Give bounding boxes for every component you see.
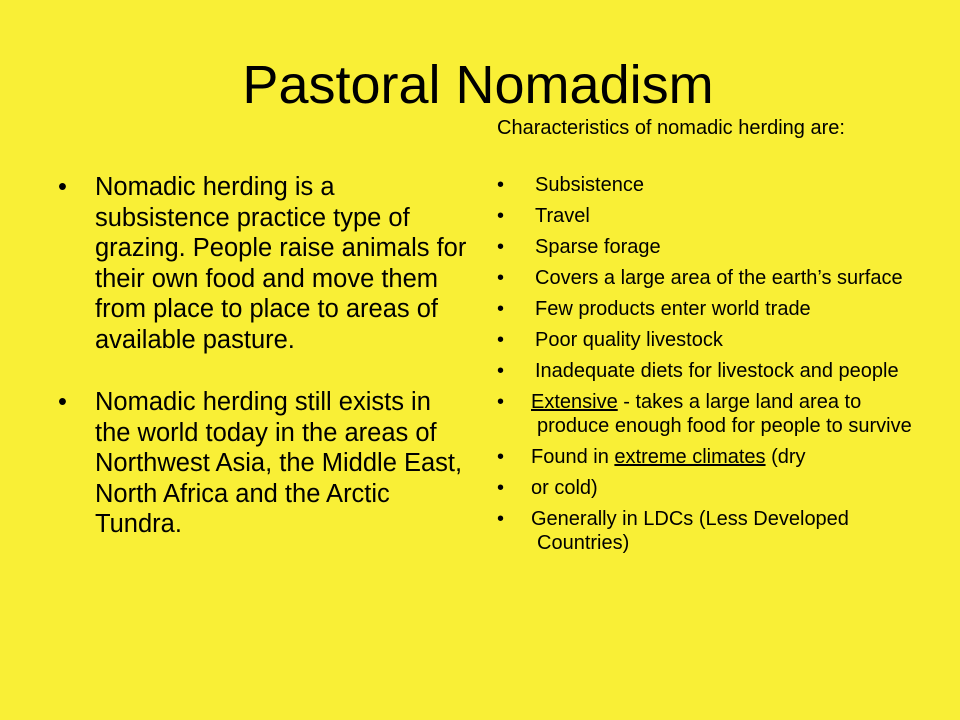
right-bullet-item-extreme	[497, 445, 937, 469]
extreme-after: (dry	[765, 446, 806, 468]
bullet-icon: •	[58, 388, 67, 416]
right-bullet-item-cold	[497, 476, 937, 500]
bullet-icon: •	[497, 446, 505, 468]
right-bullet-item	[497, 359, 937, 383]
right-bullet-item	[497, 266, 937, 290]
bullet-icon: •	[58, 173, 67, 201]
right-bullet-item-ldcs	[497, 507, 937, 555]
right-bullet-text: Subsistence	[535, 174, 644, 196]
right-bullet-text: Travel	[535, 205, 590, 227]
extensive-term: Extensive	[531, 391, 618, 413]
bullet-icon: •	[497, 360, 505, 382]
left-bullet-list	[58, 172, 468, 572]
bullet-icon: •	[497, 508, 505, 530]
bullet-icon: •	[497, 391, 505, 413]
extreme-before: Found in	[531, 446, 615, 468]
right-bullet-item	[497, 235, 937, 259]
bullet-icon: •	[497, 236, 505, 258]
right-bullet-list	[497, 117, 937, 562]
extreme-climates-term: extreme climates	[614, 446, 766, 468]
right-bullet-item	[497, 297, 937, 321]
right-bullet-text: Few products enter world trade	[535, 298, 811, 320]
right-bullet-item	[497, 204, 937, 228]
right-bullet-text: Poor quality livestock	[535, 329, 723, 351]
extensive-definition: - takes a large land area to produce enough food for people to survive	[537, 391, 912, 437]
right-bullet-text: Inadequate diets for livestock and people	[535, 360, 899, 382]
right-bullet-text: or cold)	[531, 477, 598, 499]
right-bullet-item-extensive	[497, 390, 937, 438]
bullet-icon: •	[497, 267, 505, 289]
slide-title: Pastoral Nomadism	[242, 55, 714, 115]
right-bullet-item	[497, 328, 937, 352]
characteristics-heading: Characteristics of nomadic herding are:	[497, 117, 845, 139]
left-bullet-item	[58, 387, 468, 540]
right-bullet-text: Generally in LDCs (Less Developed Countries)	[531, 508, 849, 554]
left-bullet-text: Nomadic herding still exists in the world today in the areas of Northwest Asia, the Middle East, North Africa and the Arctic Tundra.	[95, 388, 463, 538]
bullet-icon: •	[497, 298, 505, 320]
bullet-icon: •	[497, 205, 505, 227]
bullet-icon: •	[497, 174, 505, 196]
left-bullet-item	[58, 172, 468, 355]
bullet-icon: •	[497, 477, 505, 499]
extensive-text	[497, 390, 937, 438]
right-bullet-item	[497, 173, 937, 197]
bullet-icon: •	[497, 329, 505, 351]
left-bullet-text: Nomadic herding is a subsistence practice type of grazing. People raise animals for their own food and move them from place to place to areas of available pasture.	[95, 173, 467, 354]
right-bullet-text: Sparse forage	[535, 236, 661, 258]
right-bullet-text: Covers a large area of the earth’s surface	[535, 267, 903, 289]
